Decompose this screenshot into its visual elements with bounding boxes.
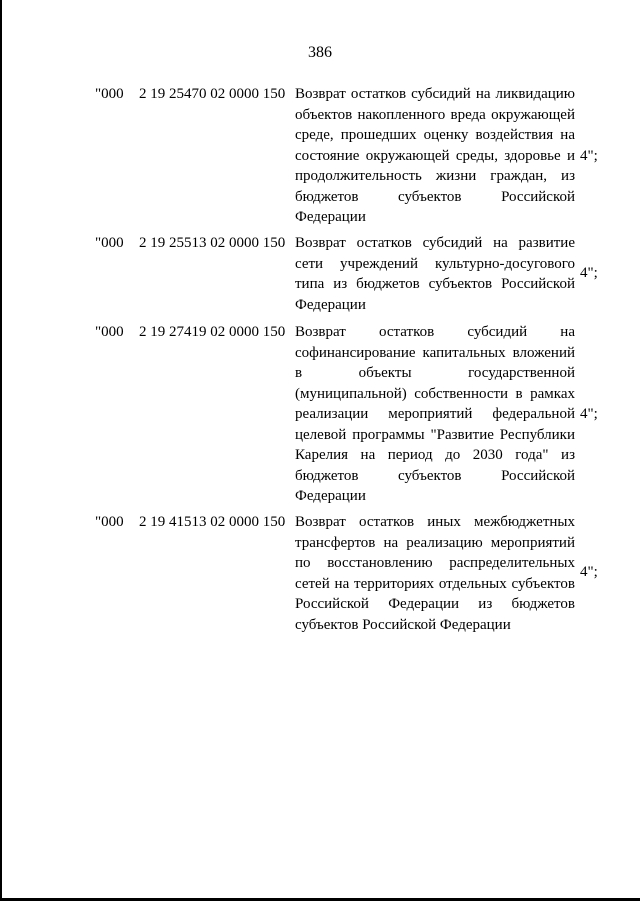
budget-entry [0,84,640,224]
entry-budget-code: 2 19 41513 02 0000 150 [139,514,286,530]
entry-code-prefix: "000 [95,86,124,102]
entry-suffix: 4"; [580,265,598,281]
page-number: 386 [308,44,332,61]
entry-budget-code: 2 19 27419 02 0000 150 [139,324,286,340]
entry-budget-code: 2 19 25513 02 0000 150 [139,235,286,251]
budget-entry [0,322,640,502]
entry-description: Возврат остатков субсидий на развитие сети учреждений культурно-досугового типа из бюджетов субъектов Российской Федерации [295,235,575,313]
entry-code-prefix: "000 [95,235,124,251]
entry-budget-code: 2 19 25470 02 0000 150 [139,86,286,102]
entry-code-prefix: "000 [95,324,124,340]
budget-entry [0,233,640,313]
entry-description: Возврат остатков субсидий на софинансирование капитальных вложений в объекты государственной (муниципальной) собственности в рамках реализации мероприятий федеральной целевой программы "Развитие Республики Карелия на период до 2030 года" из бюджетов субъектов Российской Федерации [295,324,575,504]
entry-suffix: 4"; [580,564,598,580]
entry-code-prefix: "000 [95,514,124,530]
entry-description: Возврат остатков субсидий на ликвидацию объектов накопленного вреда окружающей среде, прошедших оценку воздействия на состояние окружающей среды, здоровье и продолжительность жизни граждан, из бюджетов субъектов Российской Федерации [295,86,575,225]
entry-suffix: 4"; [580,148,598,164]
budget-entry [0,512,640,636]
entry-suffix: 4"; [580,406,598,422]
entry-description: Возврат остатков иных межбюджетных трансфертов на реализацию мероприятий по восстановлению распределительных сетей на территориях отдельных субъектов Российской Федерации из бюджетов субъектов Российской Федерации [295,514,575,633]
